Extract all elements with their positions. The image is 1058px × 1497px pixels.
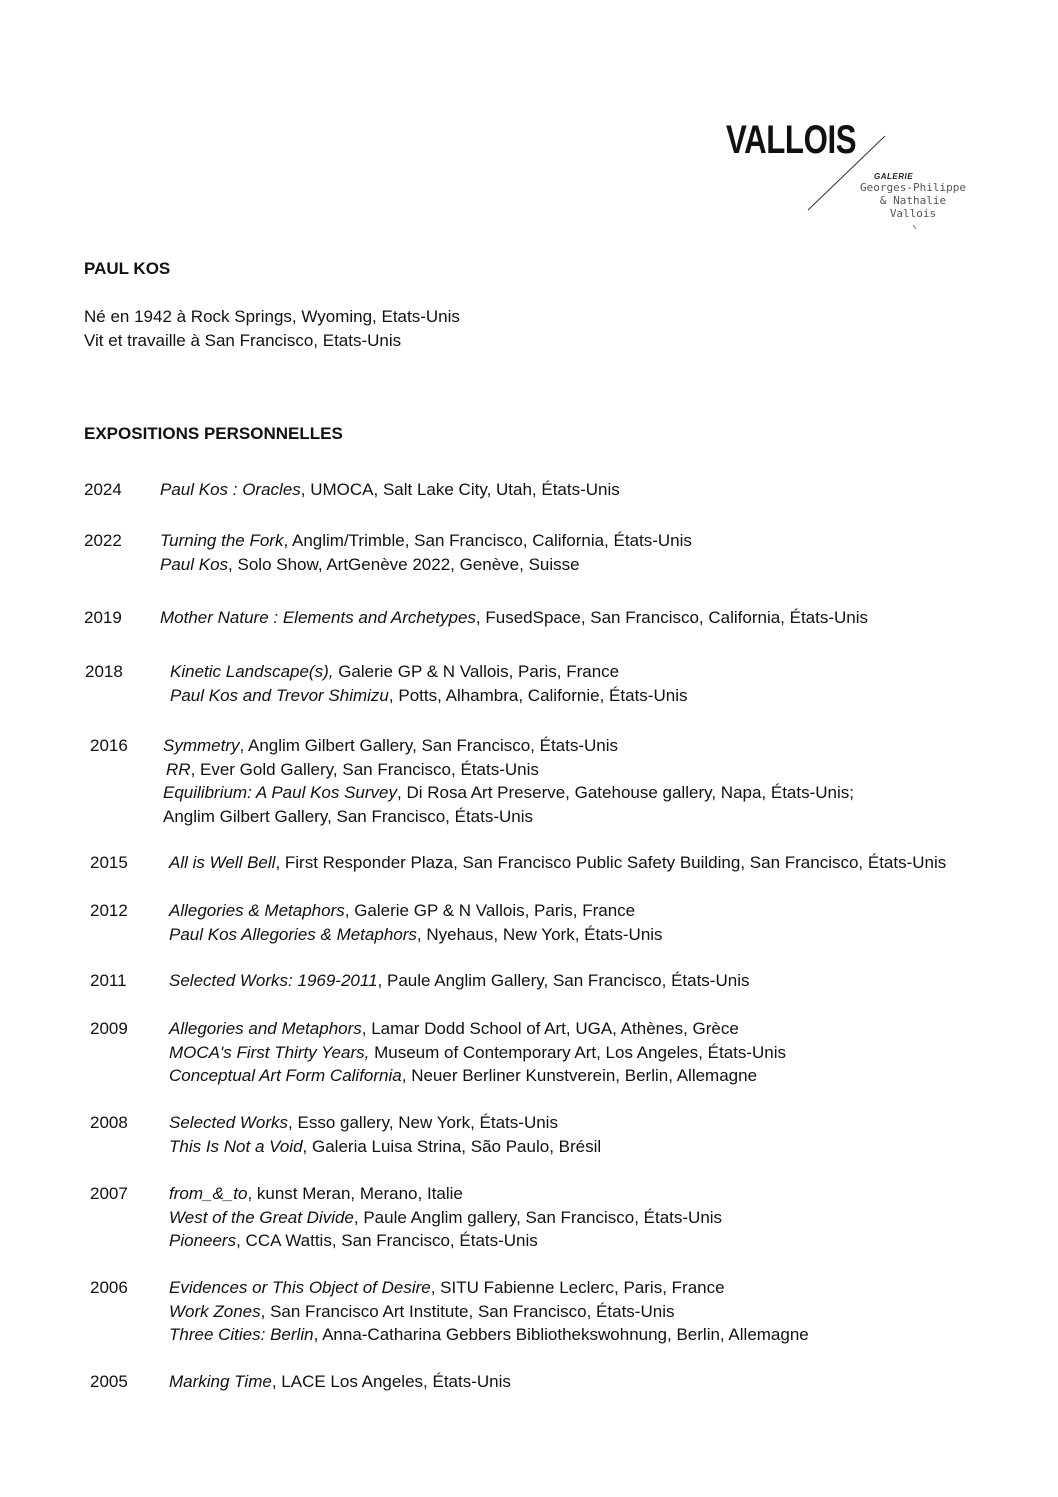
exhibition-venue: , CCA Wattis, San Francisco, États-Unis	[236, 1231, 538, 1250]
bio-line: Vit et travaille à San Francisco, Etats-Unis	[84, 331, 402, 350]
logo-wordmark: VALLOIS	[726, 118, 857, 162]
exhibition-title: Work Zones	[169, 1301, 261, 1321]
exhibition-title: All is Well Bell	[169, 853, 276, 872]
exhibition-title: Allegories and Metaphors	[169, 1019, 362, 1038]
exhibition-year: 2015	[90, 853, 128, 872]
exhibition-year: 2007	[90, 1184, 128, 1203]
exhibition-item	[169, 1323, 809, 1347]
bio-line: Né en 1942 à Rock Springs, Wyoming, Etats-Unis	[84, 307, 460, 326]
exhibition-title: Conceptual Art Form California	[169, 1066, 402, 1085]
exhibition-title: Kinetic Landscape(s),	[170, 662, 339, 681]
exhibition-item	[169, 1182, 722, 1206]
exhibition-item	[169, 1135, 601, 1159]
exhibition-item	[169, 1370, 511, 1394]
exhibition-title: from_&_to	[169, 1184, 248, 1203]
exhibition-year: 2008	[90, 1113, 128, 1132]
exhibition-venue: , Paule Anglim Gallery, San Francisco, États-Unis	[377, 971, 750, 990]
exhibition-year: 2006	[90, 1278, 128, 1297]
exhibition-venue: , Di Rosa Art Preserve, Gatehouse gallery, Napa, États-Unis;	[397, 783, 855, 802]
exhibition-year: 2016	[90, 736, 128, 755]
exhibition-item	[163, 781, 854, 805]
exhibition-item	[169, 1206, 722, 1230]
exhibition-lines	[160, 529, 692, 576]
exhibition-item	[169, 1276, 809, 1300]
logo-galerie-label: GALERIE	[874, 172, 914, 181]
exhibition-title: Paul Kos and Trevor Shimizu	[170, 685, 389, 705]
exhibition-lines	[169, 1370, 511, 1394]
exhibition-title: Paul Kos Allegories & Metaphors	[169, 924, 417, 944]
exhibition-title: Paul Kos	[160, 554, 229, 574]
exhibition-venue: , First Responder Plaza, San Francisco Public Safety Building, San Francisco, États-Unis	[275, 853, 947, 872]
exhibition-venue: , Anglim/Trimble, San Francisco, California, États-Unis	[283, 531, 692, 550]
logo-owner-line: Georges-Philippe	[860, 181, 966, 194]
exhibition-item	[160, 478, 620, 502]
exhibition-venue: , Potts, Alhambra, Californie, États-Unis	[388, 685, 688, 705]
exhibition-lines	[160, 478, 620, 502]
exhibition-title: Allegories & Metaphors	[169, 901, 345, 920]
section-title: EXPOSITIONS PERSONNELLES	[84, 424, 343, 443]
exhibition-item	[169, 1017, 786, 1041]
exhibition-title: Paul Kos : Oracles	[160, 480, 301, 499]
exhibition-item	[169, 969, 749, 993]
exhibition-venue: , Esso gallery, New York, États-Unis	[288, 1113, 558, 1132]
logo-subtitle	[838, 172, 988, 220]
exhibition-item	[169, 1064, 786, 1088]
exhibition-item	[170, 684, 687, 708]
exhibition-title: Selected Works	[169, 1113, 289, 1132]
exhibition-venue: , SITU Fabienne Leclerc, Paris, France	[430, 1278, 725, 1297]
exhibition-venue: , LACE Los Angeles, États-Unis	[271, 1372, 511, 1391]
exhibition-venue: , Paule Anglim gallery, San Francisco, États-Unis	[353, 1207, 723, 1227]
exhibition-item	[160, 553, 692, 577]
exhibition-item	[160, 529, 692, 553]
exhibition-venue: , FusedSpace, San Francisco, California, États-Unis	[475, 608, 869, 627]
exhibition-lines	[169, 899, 663, 946]
exhibition-title: Turning the Fork	[160, 531, 284, 550]
exhibition-year: 2011	[90, 971, 127, 990]
exhibition-venue: , Ever Gold Gallery, San Francisco, États-Unis	[190, 759, 539, 779]
exhibition-venue: Anglim Gilbert Gallery, San Francisco, États-Unis	[163, 806, 534, 826]
exhibition-title: West of the Great Divide	[169, 1207, 354, 1227]
exhibition-title: Symmetry	[163, 736, 240, 755]
exhibition-item	[169, 899, 663, 923]
exhibition-title: This Is Not a Void	[169, 1136, 303, 1156]
exhibition-lines	[160, 606, 868, 630]
exhibition-item	[163, 805, 854, 829]
exhibition-item	[169, 923, 663, 947]
exhibition-item	[169, 1229, 722, 1253]
exhibition-lines	[169, 1182, 722, 1253]
exhibition-year: 2005	[90, 1372, 128, 1391]
exhibition-title: Pioneers	[169, 1231, 237, 1250]
exhibition-title: RR	[166, 759, 191, 779]
exhibition-item	[170, 660, 687, 684]
exhibition-venue: , Galerie GP & N Vallois, Paris, France	[344, 901, 636, 920]
exhibition-item	[169, 1041, 786, 1065]
exhibition-venue: , Anna-Catharina Gebbers Bibliothekswohnung, Berlin, Allemagne	[313, 1325, 809, 1344]
exhibition-venue: , Galeria Luisa Strina, São Paulo, Brésil	[302, 1136, 602, 1156]
exhibition-lines	[163, 734, 854, 828]
artist-name: PAUL KOS	[84, 259, 171, 278]
exhibition-venue: , Nyehaus, New York, États-Unis	[416, 924, 663, 944]
exhibition-item	[169, 851, 946, 875]
exhibition-item	[169, 1300, 809, 1324]
logo-owner-line: & Nathalie	[879, 194, 947, 207]
exhibition-lines	[170, 660, 687, 707]
exhibition-venue: , San Francisco Art Institute, San Francisco, États-Unis	[260, 1301, 675, 1321]
exhibition-title: Mother Nature : Elements and Archetypes	[160, 608, 476, 627]
exhibition-item	[163, 734, 854, 758]
exhibition-venue: , Lamar Dodd School of Art, UGA, Athènes, Grèce	[361, 1019, 739, 1038]
logo-owner-line: Vallois	[889, 207, 937, 220]
exhibition-year: 2019	[84, 608, 122, 627]
exhibition-item	[160, 606, 868, 630]
exhibition-venue: , Solo Show, ArtGenève 2022, Genève, Suisse	[228, 554, 580, 574]
exhibition-year: 2009	[90, 1019, 128, 1038]
exhibition-item	[163, 758, 854, 782]
exhibition-title: MOCA's First Thirty Years,	[169, 1042, 370, 1062]
exhibition-lines	[169, 1111, 601, 1158]
exhibition-venue: , Anglim Gilbert Gallery, San Francisco, États-Unis	[239, 736, 619, 755]
exhibition-lines	[169, 1276, 809, 1347]
exhibition-venue: , kunst Meran, Merano, Italie	[247, 1184, 463, 1203]
exhibition-title: Marking Time	[169, 1372, 272, 1391]
exhibition-title: Three Cities: Berlin	[169, 1325, 314, 1344]
exhibition-title: Equilibrium: A Paul Kos Survey	[163, 783, 398, 802]
exhibition-year: 2012	[90, 901, 128, 920]
exhibition-title: Evidences or This Object of Desire	[169, 1278, 431, 1297]
gallery-logo	[720, 110, 990, 240]
exhibition-lines	[169, 851, 946, 875]
exhibition-venue: , Neuer Berliner Kunstverein, Berlin, Allemagne	[401, 1066, 758, 1085]
artist-bio	[84, 305, 460, 353]
exhibition-title: Selected Works: 1969-2011	[169, 971, 378, 990]
exhibition-lines	[169, 969, 749, 993]
exhibition-venue: Museum of Contemporary Art, Los Angeles, États-Unis	[369, 1042, 787, 1062]
exhibition-lines	[169, 1017, 786, 1088]
exhibition-year: 2018	[85, 662, 123, 681]
exhibition-year: 2022	[84, 531, 122, 550]
exhibition-item	[169, 1111, 601, 1135]
exhibition-year: 2024	[84, 480, 122, 499]
exhibition-venue: , UMOCA, Salt Lake City, Utah, États-Unis	[300, 480, 620, 499]
exhibition-venue: Galerie GP & N Vallois, Paris, France	[338, 662, 620, 681]
